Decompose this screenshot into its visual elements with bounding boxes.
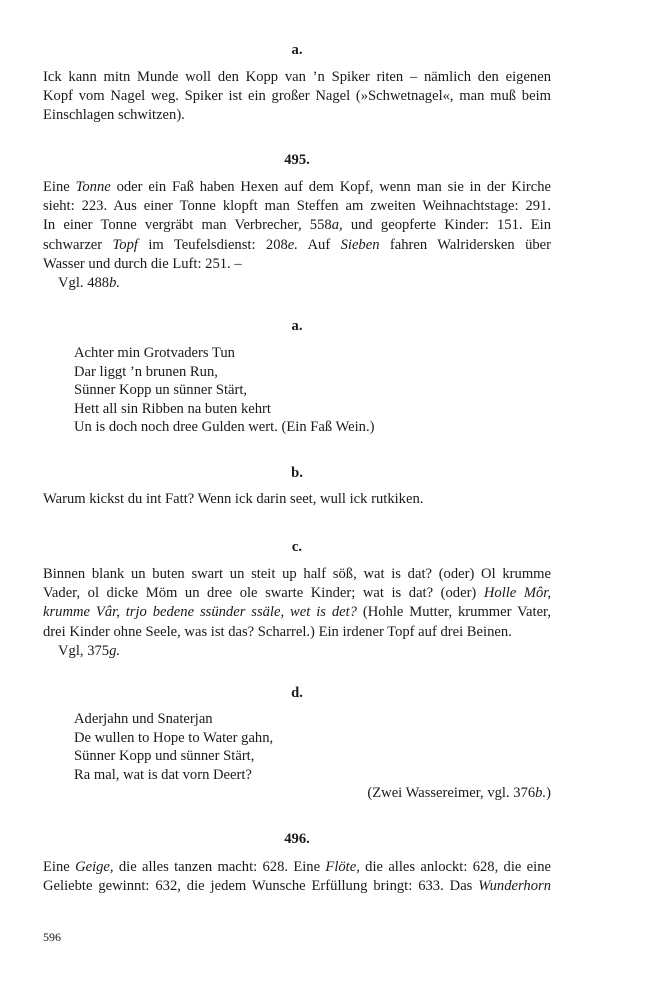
- text-line: Einschlagen schwitzen).: [43, 107, 185, 124]
- verse-line: Sünner Kopp un sünner Stärt,: [74, 382, 248, 398]
- paragraph-496: [43, 858, 551, 896]
- verse-line: Aderjahn und Snaterjan: [74, 711, 213, 727]
- riddle-answer-note: (Zwei Wassereimer, vgl. 376b.): [367, 785, 551, 801]
- text-line: sieht: 223. Aus einer Tonne klopft man Steffen am zweiten Weihnachtstage: 291.: [43, 198, 551, 215]
- verse-line: Dar liggt ’n brunen Run,: [74, 363, 218, 380]
- text-line: Vader, ol dicke Möm un dree ole swarte Kinder; wat is dat? (oder) Holle Môr,: [43, 585, 551, 602]
- text-line: Binnen blank un buten swart un steit up half söß, wat is dat? (oder) Ol krumme: [43, 566, 551, 582]
- text-line: Kopf vom Nagel weg. Spiker ist ein großer Nagel (»Schwetnagel«, man muß beim: [43, 88, 551, 105]
- verse-line: De wullen to Hope to Water gahn,: [74, 729, 274, 746]
- text-line: Wasser und durch die Luft: 251. –: [43, 255, 242, 272]
- paragraph-a: [43, 68, 551, 126]
- verse-d: [74, 710, 273, 784]
- text-line: Eine Geige, die alles tanzen macht: 628. Eine Flöte, die alles anlockt: 628, die eine: [43, 859, 551, 875]
- verse-line: Achter min Grotvaders Tun: [74, 345, 235, 361]
- text-line: Eine Tonne oder ein Faß haben Hexen auf dem Kopf, wenn man sie in der Kirche: [43, 179, 551, 195]
- section-heading-a: a.: [291, 42, 303, 58]
- paragraph-495: [43, 178, 551, 293]
- text-line: Geliebte gewinnt: 632, die jedem Wunsche Erfüllung bringt: 633. Das Wunderhorn: [43, 878, 551, 895]
- paragraph-c: [43, 565, 551, 661]
- page-number: 596: [43, 930, 61, 944]
- verse-a: [74, 344, 375, 437]
- cross-reference: Vgl, 375g.: [58, 642, 121, 659]
- section-heading-c: c.: [291, 539, 303, 555]
- text-line: In einer Tonne vergräbt man Verbrecher, 558a, und geopferte Kinder: 151. Ein: [43, 217, 551, 234]
- section-heading-d: d.: [291, 685, 303, 701]
- section-heading-b: b.: [291, 465, 303, 481]
- section-heading-a2: a.: [291, 318, 303, 334]
- text-line: krumme Vâr, trjo bedene ssünder ssäle, wet is det? (Hohle Mutter, krummer Vater,: [43, 604, 551, 621]
- verse-line: Un is doch noch dree Gulden wert. (Ein Faß Wein.): [74, 419, 375, 435]
- verse-line: Hett all sin Ribben na buten kehrt: [74, 400, 271, 417]
- text-line: Ick kann mitn Munde woll den Kopp van ’n Spiker riten – nämlich den eigenen: [43, 69, 551, 85]
- paragraph-b: [43, 490, 551, 509]
- cross-reference: Vgl. 488b.: [58, 275, 121, 292]
- verse-line: Sünner Kopp und sünner Stärt,: [74, 748, 255, 764]
- section-heading-495: 495.: [284, 152, 310, 168]
- verse-line: Ra mal, wat is dat vorn Deert?: [74, 766, 252, 783]
- text-line: schwarzer Topf im Teufelsdienst: 208e. Auf Sieben fahren Walridersken über: [43, 236, 552, 253]
- section-heading-496: 496.: [284, 831, 310, 847]
- text-line: Warum kickst du int Fatt? Wenn ick darin seet, wull ick rutkiken.: [43, 491, 424, 507]
- text-line: drei Kinder ohne Seele, was ist das? Scharrel.) Ein irdener Topf auf drei Beinen.: [43, 623, 512, 640]
